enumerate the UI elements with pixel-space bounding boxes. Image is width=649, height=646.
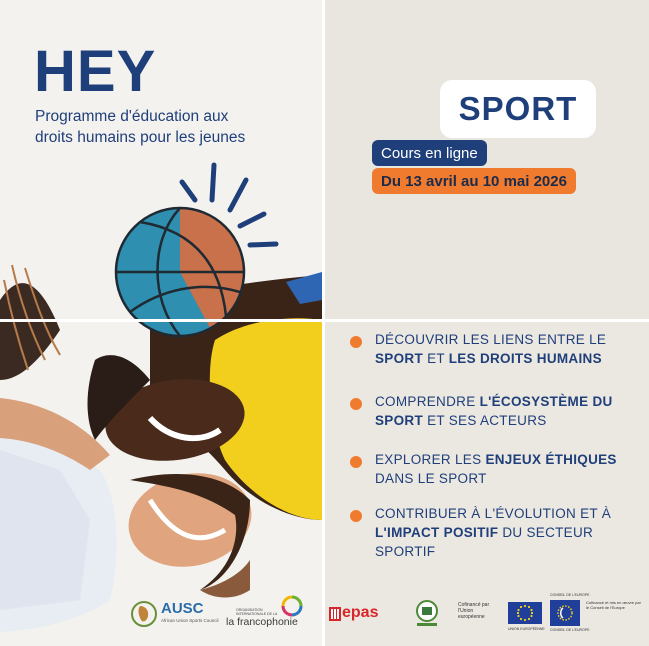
eu-logo — [458, 600, 548, 632]
divider-vertical — [322, 0, 325, 646]
list-item — [350, 504, 611, 561]
list-item — [350, 450, 617, 488]
b3-line2: DANS LE SPORT — [375, 471, 487, 486]
francophonie-text: la francophonie — [226, 616, 298, 628]
eu-flag-icon — [508, 602, 542, 624]
ausc-emblem-icon — [131, 600, 157, 628]
b3-pre: EXPLORER LES — [375, 452, 486, 467]
francophonie-logo — [226, 594, 316, 630]
b4-line3: SPORTIF — [375, 544, 436, 559]
dates-badge: Du 13 avril au 10 mai 2026 — [372, 168, 576, 194]
b2-pre: COMPRENDRE — [375, 394, 480, 409]
coe-caption: Cofinancé et mis en œuvre par le Conseil de l'Europe — [586, 600, 641, 610]
b4-bold: L'IMPACT POSITIF — [375, 525, 499, 540]
eu-bottom: UNION EUROPÉENNE — [508, 627, 545, 631]
program-subtitle — [35, 106, 295, 148]
list-item-text — [375, 330, 606, 368]
epas-logo — [329, 604, 395, 628]
sport-badge — [440, 80, 596, 138]
subtitle-line-1: Programme d'éducation aux — [35, 108, 229, 125]
page-title: HEY — [34, 39, 157, 104]
eu-caption: Cofinancé par l'Union européenne — [458, 602, 490, 620]
coe-bottom: CONSEIL DE L'EUROPE — [550, 628, 590, 632]
list-item-text — [375, 392, 613, 430]
b2-bold-1: L'ÉCOSYSTÈME DU — [479, 394, 613, 409]
bullet-dot-icon — [350, 510, 362, 522]
b2-post: ET SES ACTEURS — [423, 413, 547, 428]
b4-post: DU SECTEUR — [498, 525, 594, 540]
b1-bold-2: LES DROITS HUMAINS — [448, 351, 602, 366]
coe-logo — [548, 592, 648, 632]
bullet-dot-icon — [350, 456, 362, 468]
b1-bold-1: SPORT — [375, 351, 424, 366]
ausc-text: AUSC — [161, 600, 204, 617]
coe-flag-icon — [550, 600, 580, 626]
divider-horizontal — [0, 319, 649, 322]
list-item — [350, 330, 606, 368]
b2-bold-2: SPORT — [375, 413, 424, 428]
b1-mid: ET — [423, 351, 449, 366]
list-item-text — [375, 450, 617, 488]
b4-line1: CONTRIBUER À L'ÉVOLUTION ET À — [375, 506, 612, 521]
bullet-dot-icon — [350, 336, 362, 348]
subtitle-line-2: droits humains pour les jeunes — [35, 129, 246, 146]
ausc-logo — [131, 598, 221, 632]
sport-label: SPORT — [458, 90, 578, 127]
epas-emblem-icon — [329, 607, 341, 621]
ausc-subtext: African Union Sports Council — [161, 618, 219, 623]
coe-top: CONSEIL DE L'EUROPE — [550, 593, 590, 597]
mode-badge: Cours en ligne — [372, 140, 487, 166]
b3-bold: ENJEUX ÉTHIQUES — [485, 452, 617, 467]
francophonie-top: ORGANISATION INTERNATIONALE DE LA — [236, 608, 278, 616]
b1-line1: DÉCOUVRIR LES LIENS ENTRE LE — [375, 332, 607, 347]
basketball-icon — [116, 208, 244, 336]
crest-logo — [414, 599, 442, 631]
epas-text: epas — [342, 604, 379, 621]
crest-icon — [414, 599, 440, 629]
bullet-dot-icon — [350, 398, 362, 410]
list-item-text — [375, 504, 611, 561]
list-item — [350, 392, 613, 430]
